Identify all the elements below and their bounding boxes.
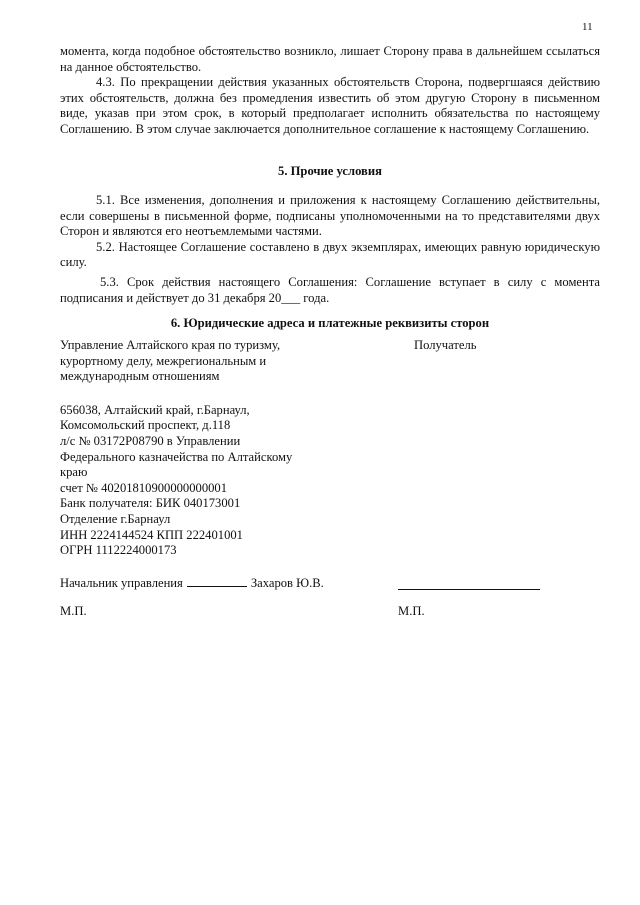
section-6-title: 6. Юридические адреса и платежные реквизиты сторон xyxy=(170,316,490,330)
right-party xyxy=(414,338,477,354)
paragraph-5-2: 5.2. Настоящее Соглашение составлено в двух экземплярах, имеющих равную юридическую силу. xyxy=(60,239,600,270)
requisite-line: Комсомольский проспект, д.118 xyxy=(60,418,231,433)
stamp-place-left: М.П. xyxy=(60,604,87,618)
right-signature-line xyxy=(398,589,540,590)
paragraph-continuation: момента, когда подобное обстоятельство возникло, лишает Сторону права в дальнейшем ссылаться на данное обстоятельство. xyxy=(60,44,600,74)
page-number: 11 xyxy=(582,21,593,33)
requisite-line: 656038, Алтайский край, г.Барнаул, xyxy=(60,402,250,417)
section-5-body xyxy=(60,193,600,306)
left-party-name-line: Управление Алтайского края по туризму, xyxy=(60,338,281,352)
requisite-line: Банк получателя: БИК 040173001 xyxy=(60,496,241,511)
section-5 xyxy=(60,164,600,180)
requisite-line: Отделение г.Барнаул xyxy=(60,511,171,526)
top-paragraphs xyxy=(60,44,600,138)
requisite-line: Федерального казначейства по Алтайскому xyxy=(60,449,293,464)
paragraph-5-1: 5.1. Все изменения, дополнения и приложения к настоящему Соглашению действительны, если совершены в письменной форме, подписаны уполномоченными на то представителями двух Сторон и являются его неотъемлемыми частями. xyxy=(60,193,600,239)
requisite-line: ОГРН 1112224000173 xyxy=(60,543,177,558)
left-party-name-line: международным отношениям xyxy=(60,369,220,384)
left-party xyxy=(60,338,300,559)
signatory-title: Начальник управления xyxy=(60,576,183,590)
requisite-line: краю xyxy=(60,465,88,480)
right-party-name: Получатель xyxy=(414,338,477,352)
paragraph-5-3: 5.3. Срок действия настоящего Соглашения: Соглашение вступает в силу с момента подписания и действует до 31 декабря 20___ года. xyxy=(60,274,600,305)
requisite-line: ИНН 2224144524 КПП 222401001 xyxy=(60,527,243,542)
stamp-place-right: М.П. xyxy=(398,604,425,618)
section-6 xyxy=(60,316,600,332)
signatory-name: Захаров Ю.В. xyxy=(250,576,324,590)
requisite-line: счет № 40201810900000000001 xyxy=(60,480,228,495)
left-signature xyxy=(60,575,324,591)
section-5-title: 5. Прочие условия xyxy=(278,164,382,178)
left-party-name-line: курортному делу, межрегиональным и xyxy=(60,353,267,368)
paragraph-4-3: 4.3. По прекращении действия указанных обстоятельств Сторона, подвергшаяся действию этих обстоятельств, должна без промедления известить об этом другую Сторону в письменном виде, указав при этом срок, в который предполагает исполнить обязательства по настоящему Соглашению. В этом случае заключается дополнительное соглашение к настоящему Соглашению. xyxy=(60,75,600,136)
requisite-line: л/с № 03172Р08790 в Управлении xyxy=(60,433,241,448)
signature-blank-line xyxy=(187,575,247,587)
